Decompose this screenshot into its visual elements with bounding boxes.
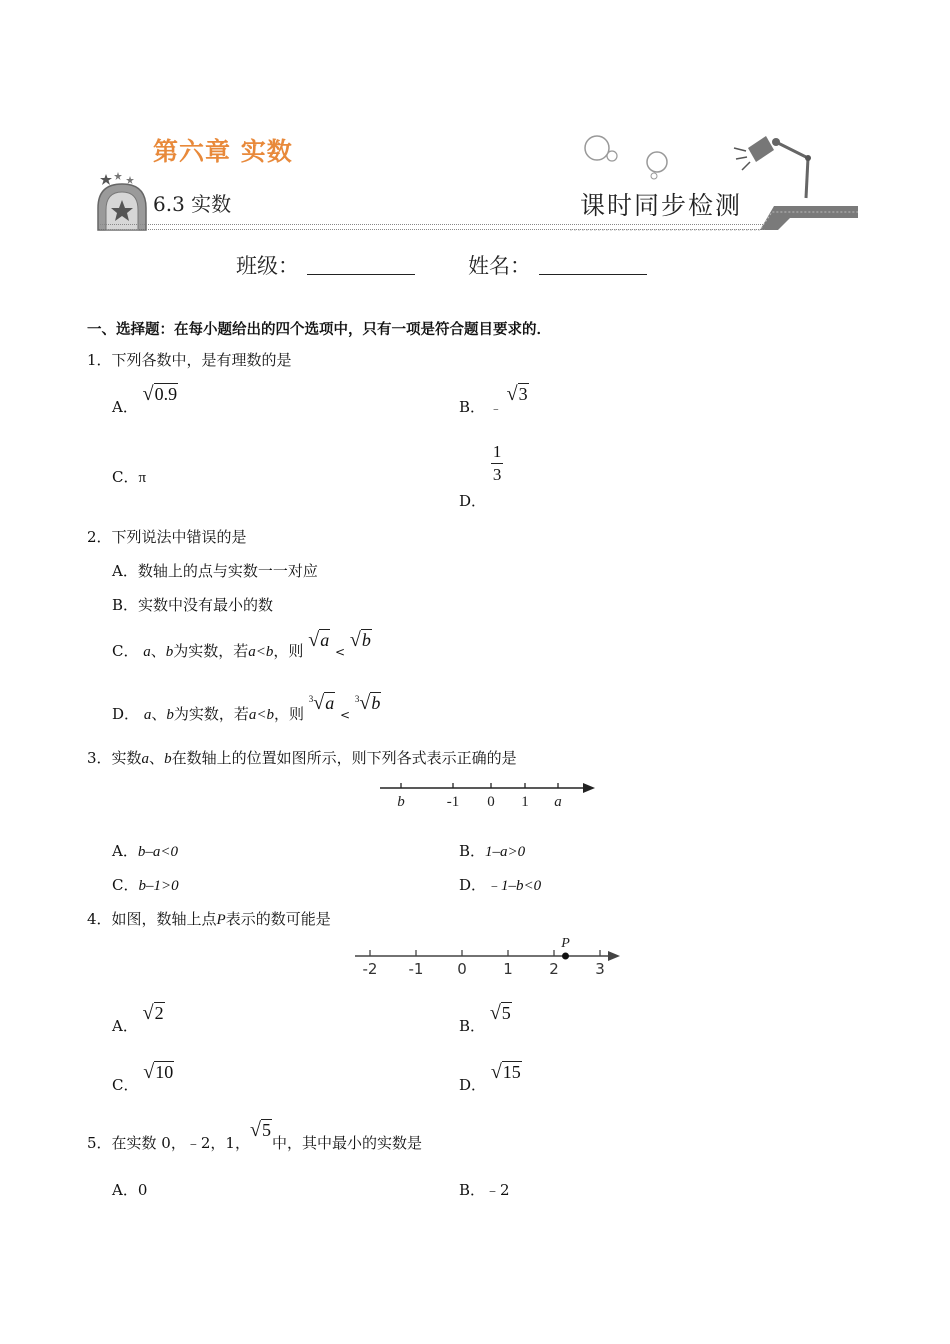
- q2-c-lt: <: [334, 645, 346, 659]
- q1-c-label: C．: [112, 468, 139, 486]
- q2-d-cbrt-a: $^3$√a: [308, 692, 335, 714]
- q4-a-sqrt: √2: [142, 1002, 164, 1024]
- q4-d-label: D．: [459, 1076, 487, 1094]
- q4-stem-post: 表示的数可能是: [225, 910, 331, 928]
- q3-tick-label: 0: [487, 794, 495, 810]
- q2-d-cbrt-a-arg: a: [325, 693, 335, 713]
- q5-sqrt-value: 5: [261, 1120, 271, 1140]
- q5-stem-post: 中，其中最小的实数是: [271, 1134, 422, 1152]
- q4-d-value: 15: [502, 1062, 521, 1082]
- bubbles-decoration: [580, 132, 680, 182]
- q3-b-label: B．: [459, 842, 486, 860]
- q2-d-sep: 、: [151, 705, 167, 723]
- q2-c-sep: 、: [150, 642, 166, 660]
- q1-a-label: A．: [112, 398, 138, 416]
- q3-d-label: D．: [459, 876, 487, 894]
- q1-option-d[interactable]: [459, 441, 503, 511]
- q1-d-fraction: [491, 441, 504, 486]
- header-underline: [100, 224, 765, 230]
- q5-stem-pre: 5．在实数 0，﹣2，1，: [87, 1134, 250, 1152]
- name-field: [468, 250, 647, 280]
- q3-tick-label: -1: [446, 794, 460, 810]
- q3-stem-b: b: [164, 751, 172, 767]
- q4-c-sqrt: √10: [143, 1061, 174, 1083]
- q2-option-d[interactable]: [112, 689, 381, 725]
- q4-tick-label: -1: [408, 960, 424, 978]
- q4-option-a[interactable]: [112, 1003, 165, 1036]
- class-field: [236, 250, 415, 280]
- q4-stem-pre: 4．如图，数轴上点: [87, 910, 217, 928]
- q2-d-cbrt-b-index: 3: [354, 694, 360, 704]
- chapter-title: 第六章 实数: [153, 137, 293, 166]
- q1-d-label: D．: [459, 492, 487, 510]
- q1-b-sign: ﹣: [489, 401, 502, 415]
- q2-d-label: D．: [112, 705, 140, 723]
- q2-option-b[interactable]: B．实数中没有最小的数: [112, 596, 274, 614]
- class-blank[interactable]: [307, 254, 415, 275]
- q4-stem-p: P: [216, 912, 226, 928]
- q2-d-cbrt-b-arg: b: [371, 693, 381, 713]
- q4-tick-label: -2: [362, 960, 378, 978]
- q2-c-sqrt-a: √a: [308, 629, 330, 651]
- q3-number-line: [375, 776, 605, 816]
- q1-option-a[interactable]: [112, 384, 178, 417]
- sync-title: 课时同步检测: [580, 191, 743, 220]
- section-title: 6.3 实数: [153, 192, 232, 216]
- q1-d-denominator: 3: [492, 465, 502, 484]
- q4-point-label: P: [561, 936, 570, 951]
- name-blank[interactable]: [539, 254, 647, 275]
- q4-b-sqrt: √5: [489, 1002, 511, 1024]
- q2-c-text1: 为实数，若: [173, 642, 249, 660]
- q2-d-cbrt-b: $^3$√b: [354, 692, 381, 714]
- q4-c-label: C．: [112, 1076, 139, 1094]
- q2-c-cond: a<b: [248, 644, 274, 660]
- q2-option-c[interactable]: [112, 630, 372, 662]
- q5-stem: [87, 1120, 422, 1153]
- q2-c-sqrt-b: √b: [349, 629, 371, 651]
- q3-option-b[interactable]: [459, 841, 525, 862]
- q3-a-label: A．: [112, 842, 138, 860]
- q4-tick-label: 1: [503, 960, 513, 978]
- q1-c-value: π: [138, 470, 147, 486]
- q3-tick-label: 1: [521, 794, 529, 810]
- name-label: 姓名：: [468, 254, 531, 278]
- q2-d-var-a: a: [143, 707, 152, 723]
- q2-c-text2: ，则: [273, 642, 304, 660]
- q2-stem: 2．下列说法中错误的是: [87, 528, 247, 546]
- q5-sqrt: √5: [249, 1119, 271, 1141]
- q4-option-d[interactable]: [459, 1062, 522, 1095]
- q5-option-a[interactable]: A．0: [112, 1181, 148, 1199]
- q3-option-a[interactable]: [112, 841, 178, 862]
- q1-b-sqrt: √3: [506, 383, 528, 405]
- q4-option-b[interactable]: [459, 1003, 512, 1036]
- q4-stem: [87, 909, 331, 930]
- q1-a-value: 0.9: [154, 384, 178, 404]
- q3-stem-sep: 、: [149, 749, 165, 767]
- q3-option-c[interactable]: [112, 875, 179, 896]
- q4-a-label: A．: [112, 1017, 138, 1035]
- q3-c-expr: b–1>0: [138, 878, 179, 894]
- q4-tick-label: 2: [549, 960, 559, 978]
- q3-stem-pre: 3．实数: [87, 749, 142, 767]
- q4-option-c[interactable]: [112, 1062, 174, 1095]
- q4-b-label: B．: [459, 1017, 486, 1035]
- q4-b-value: 5: [501, 1003, 511, 1023]
- q1-b-label: B．: [459, 398, 486, 416]
- q1-a-sqrt: √0.9: [142, 383, 178, 405]
- q2-c-sqrt-a-arg: a: [320, 630, 330, 650]
- q1-option-c[interactable]: [112, 467, 146, 488]
- q2-d-var-b: b: [166, 707, 174, 723]
- q2-d-cbrt-a-index: 3: [308, 694, 314, 704]
- q3-c-label: C．: [112, 876, 139, 894]
- class-label: 班级：: [236, 254, 299, 278]
- q3-stem-post: 在数轴上的位置如图所示，则下列各式表示正确的是: [171, 749, 517, 767]
- q3-d-expr: ﹣1–b<0: [486, 878, 542, 894]
- q1-stem: 1．下列各数中，是有理数的是: [87, 351, 292, 369]
- q2-c-var-a: a: [143, 644, 151, 660]
- q1-d-numerator: 1: [491, 441, 504, 464]
- q4-tick-label: 0: [457, 960, 467, 978]
- q2-c-sqrt-b-arg: b: [361, 630, 371, 650]
- q3-a-expr: b–a<0: [137, 844, 178, 860]
- q3-option-d[interactable]: [459, 875, 541, 896]
- q2-c-var-b: b: [165, 644, 174, 660]
- q4-number-line: [350, 934, 630, 978]
- q2-d-text2: ，则: [273, 705, 304, 723]
- q3-tick-label: a: [554, 794, 562, 810]
- q3-stem: [87, 748, 517, 769]
- star-badge-icon: [92, 170, 152, 232]
- q4-point-p: [562, 953, 569, 960]
- q5-option-b[interactable]: B．﹣2: [459, 1181, 510, 1199]
- section1-heading: 一、选择题：在每小题给出的四个选项中，只有一项是符合题目要求的．: [87, 322, 551, 338]
- q3-stem-a: a: [141, 751, 150, 767]
- q4-axis-arrow: [608, 951, 620, 961]
- q4-d-sqrt: √15: [490, 1061, 521, 1083]
- q2-d-cond: a<b: [248, 707, 274, 723]
- q3-axis-arrow: [583, 783, 595, 793]
- q2-d-lt: <: [340, 708, 351, 722]
- q2-d-text1: 为实数，若: [173, 705, 249, 723]
- q2-option-a[interactable]: A．数轴上的点与实数一一对应: [112, 562, 318, 580]
- q1-option-b[interactable]: [459, 384, 529, 418]
- q4-tick-label: 3: [595, 960, 605, 978]
- desk-lamp-icon: [730, 128, 830, 203]
- q3-tick-label: b: [397, 794, 405, 810]
- q1-b-value: 3: [518, 384, 528, 404]
- q2-c-label: C．: [112, 642, 139, 660]
- q4-a-value: 2: [154, 1003, 164, 1023]
- header-banner: [0, 0, 950, 240]
- q4-c-value: 10: [155, 1062, 174, 1082]
- q3-b-expr: 1–a>0: [485, 844, 526, 860]
